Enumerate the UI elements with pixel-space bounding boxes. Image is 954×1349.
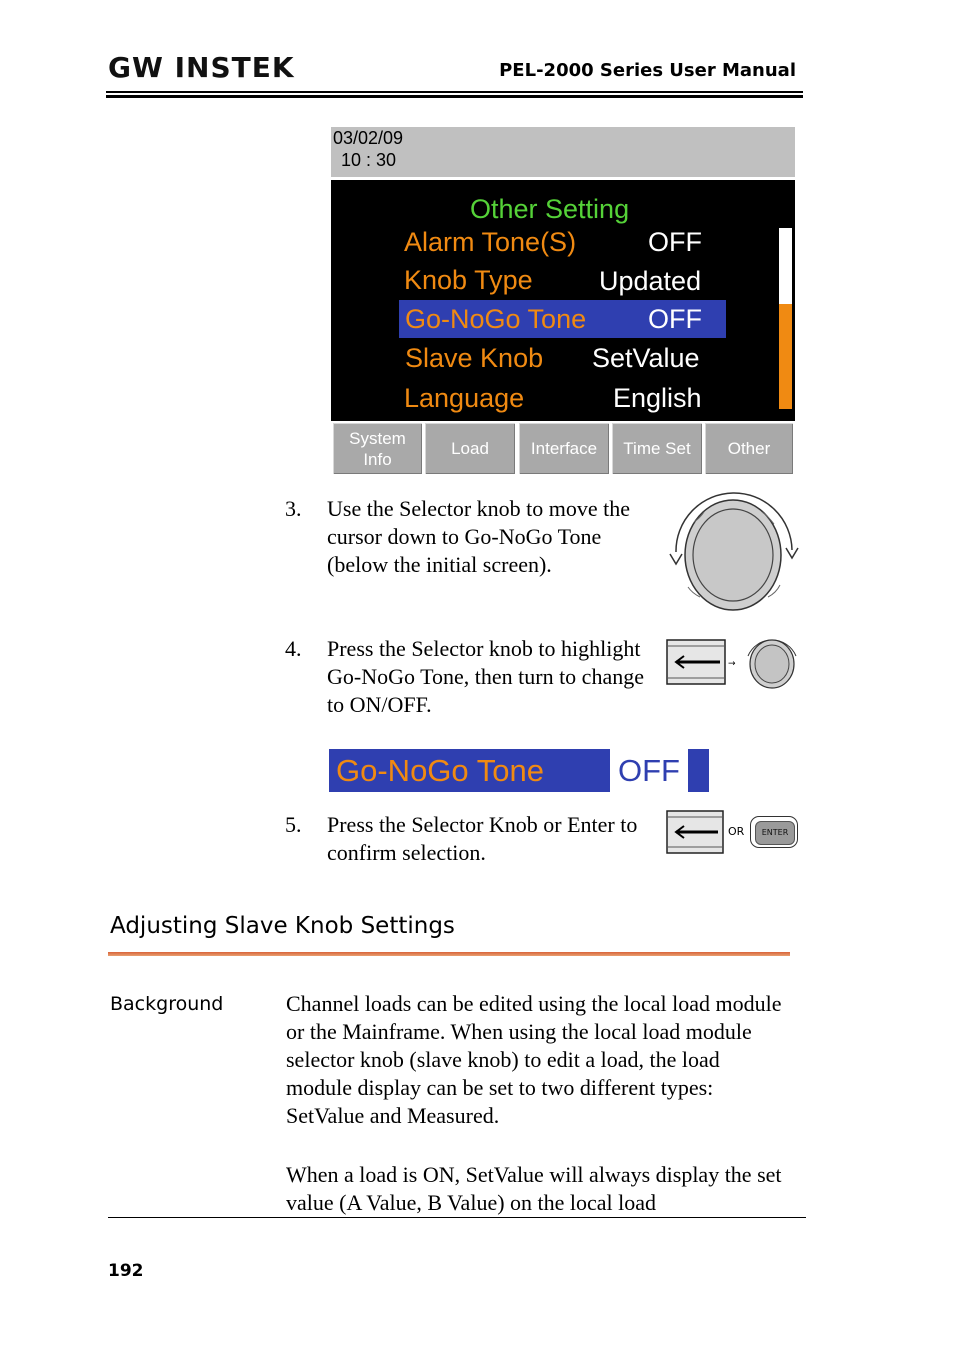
softkey-interface[interactable]: Interface xyxy=(519,423,609,474)
scrollbar-thumb[interactable] xyxy=(779,304,792,409)
or-text: OR xyxy=(728,825,745,838)
page-number: 192 xyxy=(108,1261,144,1281)
setting-value-slave-knob: SetValue xyxy=(592,343,700,373)
setting-label-slave-knob[interactable]: Slave Knob xyxy=(405,343,544,373)
setting-value-alarm-tone: OFF xyxy=(648,227,702,257)
enter-key-label: ENTER xyxy=(755,821,795,845)
brand-logo: GW INSTEK xyxy=(108,51,295,84)
setting-value-knob-type: Updated xyxy=(599,266,702,296)
background-paragraph: When a load is ON, SetValue will always display the set value (A Value, B Value) on the local load xyxy=(286,1162,782,1215)
setting-value-go-nogo-tone: OFF xyxy=(648,304,702,334)
footer-rule xyxy=(108,1217,806,1218)
manual-title: PEL-2000 Series User Manual xyxy=(499,60,796,81)
press-knob-icon xyxy=(664,632,804,690)
step-number: 4. xyxy=(285,636,302,661)
scrollbar-track xyxy=(779,228,792,304)
header-rule-thick xyxy=(106,95,803,98)
step-text: Use the Selector knob to move the cursor down to Go-NoGo Tone (below the initial screen). xyxy=(327,496,631,577)
screen-date: 03/02/09 xyxy=(333,128,404,148)
go-nogo-highlight-label: Go-NoGo Tone xyxy=(336,753,544,788)
section-title: Adjusting Slave Knob Settings xyxy=(110,913,455,939)
step-number: 3. xyxy=(285,496,302,521)
background-paragraph: Channel loads can be edited using the local load module or the Mainframe. When using the local load module selector knob (slave knob) to edit a load, the load module display can be set to two different types: SetValue and Measured. xyxy=(286,991,782,1128)
softkey-system-info[interactable]: System Info xyxy=(333,423,422,474)
softkey-load[interactable]: Load xyxy=(425,423,515,474)
setting-label-alarm-tone[interactable]: Alarm Tone(S) xyxy=(404,227,577,257)
setting-label-go-nogo-tone[interactable]: Go-NoGo Tone xyxy=(405,304,587,334)
go-nogo-highlight-bar xyxy=(329,749,610,792)
enter-key-icon xyxy=(750,816,798,848)
setting-label-knob-type[interactable]: Knob Type xyxy=(404,265,533,295)
screen-time: 10 : 30 xyxy=(341,150,397,170)
step-text: Press the Selector Knob or Enter to confirm selection. xyxy=(327,812,638,865)
go-nogo-highlight-value: OFF xyxy=(618,753,680,788)
softkey-time-set[interactable]: Time Set xyxy=(612,423,702,474)
screen-title: Other Setting xyxy=(470,194,630,224)
background-label: Background xyxy=(110,993,224,1015)
setting-label-language[interactable]: Language xyxy=(404,383,525,413)
softkey-bar xyxy=(331,423,795,474)
go-nogo-highlight-end xyxy=(688,749,709,792)
press-knob-icon xyxy=(664,808,724,856)
step-number: 5. xyxy=(285,812,302,837)
softkey-other[interactable]: Other xyxy=(705,423,793,474)
selector-knob-icon xyxy=(664,492,804,616)
step-text: Press the Selector knob to highlight Go-NoGo Tone, then turn to change to ON/OFF. xyxy=(327,636,644,717)
setting-value-language: English xyxy=(613,383,702,413)
svg-text:→: → xyxy=(728,659,736,669)
section-rule xyxy=(108,952,790,956)
header-rule xyxy=(106,91,803,93)
